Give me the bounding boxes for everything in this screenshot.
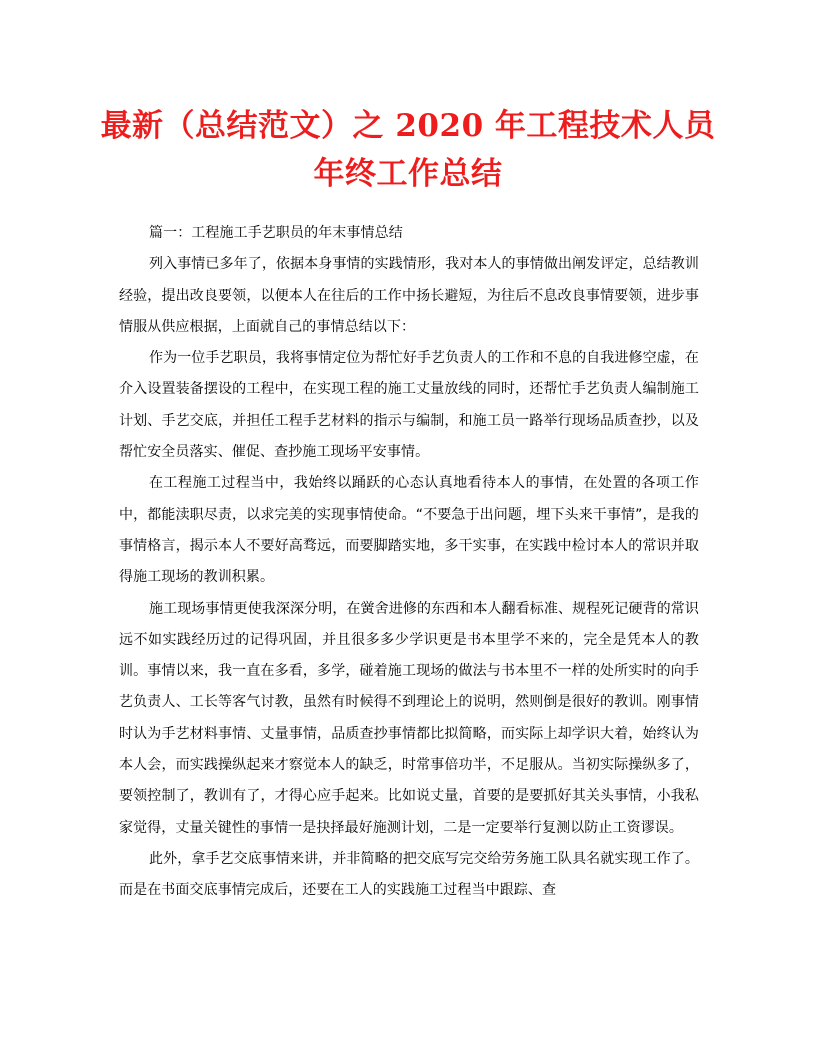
paragraph: 列入事情已多年了，依据本身事情的实践情形，我对本人的事情做出阐发评定，总结教训经验，提出改良要领，以便本人在往后的工作中扬长避短，为往后不息改良事情要领，进步事情服从供应根据，上面就自己的事情总结以下： xyxy=(119,256,699,335)
paragraph: 施工现场事情更使我深深分明，在黉舍进修的东西和本人翻看标准、规程死记硬背的常识远不如实践经历过的记得巩固，并且很多多少学识更是书本里学不来的，完全是凭本人的教训。事情以来，我一直在多看，多学，碰着施工现场的做法与书本里不一样的处所实时的向手艺负责人、工长等客气讨教，虽然有时候得不到理论上的说明，然则倒是很好的教训。刚事情时认为手艺材料事情、丈量事情，品质查抄事情都比拟简略，而实际上却学识大着，始终认为本人会，而实践操纵起来才察觉本人的缺乏，时常事倍功半，不足服从。当初实际操纵多了，要领控制了，教训有了，才得心应手起来。比如说丈量，首要的是要抓好其关头事情，小我私家觉得，丈量关键性的事情一是抉择最好施测计划，二是一定要举行复测以防止工资谬误。 xyxy=(119,600,699,836)
paragraph: 篇一：工程施工手艺职员的年末事情总结 xyxy=(149,225,403,241)
document-body xyxy=(119,218,699,907)
document-title: 最新（总结范文）之 2020 年工程技术人员年终工作总结 xyxy=(100,108,716,192)
paragraph: 在工程施工过程当中，我始终以踊跃的心态认真地看待本人的事情，在处置的各项工作中，都能渎职尽责，以求完美的实现事情使命。“不要急于出问题，埋下头来干事情”，是我的事情格言，揭示本人不要好高骛远，而要脚踏实地，多干实事，在实践中检讨本人的常识并取得施工现场的教训积累。 xyxy=(119,475,699,586)
paragraph: 此外，拿手艺交底事情来讲，并非简略的把交底写完交给劳务施工队具名就实现工作了。而是在书面交底事情完成后，还要在工人的实践施工过程当中跟踪、查 xyxy=(119,850,699,899)
paragraph: 作为一位手艺职员，我将事情定位为帮忙好手艺负责人的工作和不息的自我进修空虚，在介入设置装备摆设的工程中，在实现工程的施工丈量放线的同时，还帮忙手艺负责人编制施工计划、手艺交底，并担任工程手艺材料的指示与编制，和施工员一路举行现场品质查抄，以及帮忙安全员落实、催促、查抄施工现场平安事情。 xyxy=(119,350,699,461)
